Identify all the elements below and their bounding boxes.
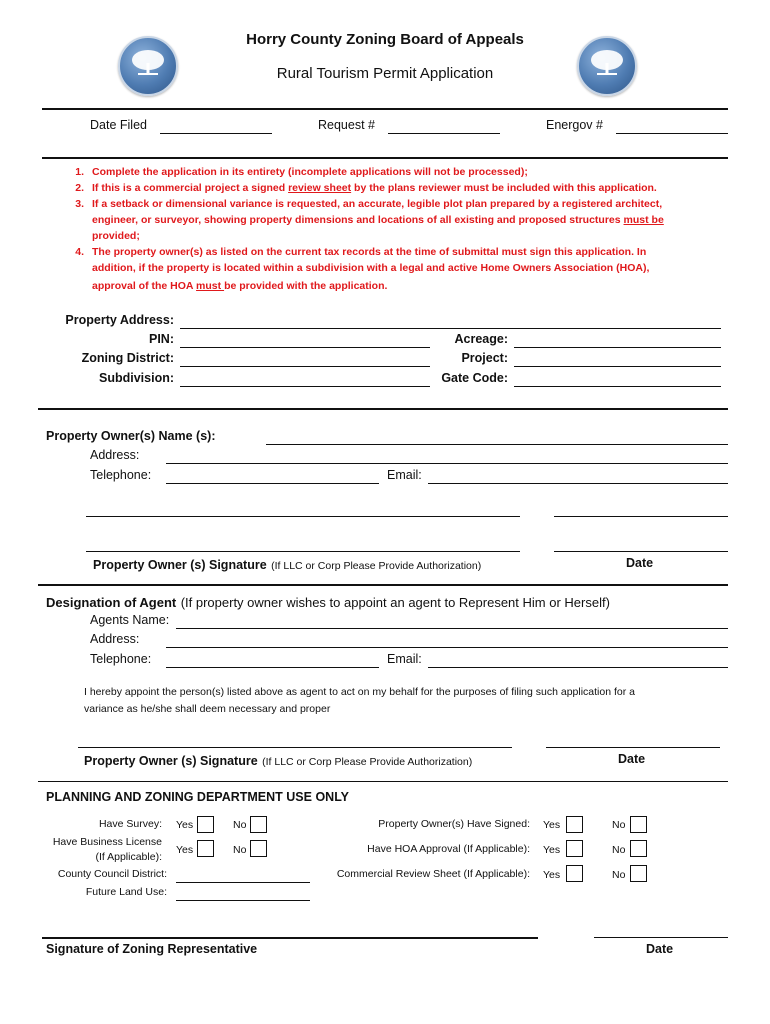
hoa-approval-yes-label: Yes (543, 844, 561, 856)
commercial-review-yes-checkbox[interactable] (566, 865, 583, 882)
owner-signature-line-2[interactable] (86, 551, 520, 552)
department-heading: PLANNING AND ZONING DEPARTMENT USE ONLY (46, 790, 350, 804)
owner-date-line-2[interactable] (554, 551, 728, 552)
business-license-yes-label: Yes (176, 844, 194, 856)
owners-signed-label: Property Owner(s) Have Signed: (378, 818, 530, 830)
agent-date-label: Date (618, 752, 646, 766)
energov-field[interactable] (616, 133, 728, 134)
owner-date-line-1[interactable] (554, 516, 728, 517)
owner-address-label: Address: (90, 448, 140, 462)
commercial-review-no-checkbox[interactable] (630, 865, 647, 882)
business-license-no-checkbox[interactable] (250, 840, 267, 857)
gate-code-field[interactable] (514, 386, 721, 387)
project-label: Project: (461, 351, 508, 365)
agent-owner-signature-line[interactable] (78, 747, 512, 748)
future-land-use-label: Future Land Use: (85, 886, 167, 898)
instruction-number: 2. (75, 182, 84, 194)
instructions-list (70, 165, 730, 305)
date-filed-field[interactable] (160, 133, 272, 134)
hoa-approval-no-label: No (612, 844, 626, 856)
instruction-text: addition, if the property is located within a subdivision with a legal and active Home Owners Association (HOA), (92, 262, 650, 274)
agent-signature-label: Property Owner (s) Signature (84, 754, 258, 768)
pin-label: PIN: (149, 332, 174, 346)
instruction-number: 3. (75, 198, 84, 210)
zoning-district-field[interactable] (180, 366, 430, 367)
owner-name-label: Property Owner(s) Name (s): (46, 429, 216, 443)
agent-signature-caption (84, 752, 472, 770)
council-district-field[interactable] (176, 882, 310, 883)
property-address-label: Property Address: (65, 313, 174, 327)
instruction-text: The property owner(s) as listed on the current tax records at the time of submittal must sign this application. In (92, 246, 647, 258)
instruction-text: Complete the application in its entirety (incomplete applications will not be processed); (92, 166, 528, 178)
agent-heading (46, 594, 610, 612)
agent-statement-line-2: variance as he/she shall deem necessary and proper (84, 703, 331, 715)
zoning-date-line[interactable] (594, 937, 728, 938)
have-survey-no-label: No (233, 819, 247, 831)
have-survey-label: Have Survey: (98, 818, 162, 830)
pin-field[interactable] (180, 347, 430, 348)
instruction-text: provided; (92, 230, 140, 242)
owner-signature-line-1[interactable] (86, 516, 520, 517)
instruction-text: If this is a commercial project a signed review sheet by the plans reviewer must be included with this application. (92, 182, 657, 194)
owner-address-field[interactable] (166, 463, 728, 464)
request-field[interactable] (388, 133, 500, 134)
hoa-approval-no-checkbox[interactable] (630, 840, 647, 857)
owners-signed-no-label: No (612, 819, 626, 831)
request-label: Request # (318, 118, 375, 132)
section-divider (38, 781, 728, 782)
header-divider-bottom (42, 157, 728, 159)
owner-telephone-label: Telephone: (90, 468, 152, 482)
agent-name-label: Agents Name: (90, 613, 170, 627)
agent-email-label: Email: (387, 652, 422, 666)
business-license-label-2: (If Applicable): (95, 851, 162, 863)
zoning-signature-label: Signature of Zoning Representative (46, 942, 258, 956)
instruction-text: approval of the HOA must be provided with the application. (92, 280, 388, 292)
hoa-approval-label: Have HOA Approval (If Applicable): (367, 843, 530, 855)
agent-address-field[interactable] (166, 647, 728, 648)
business-license-label: Have Business License (52, 836, 162, 848)
instruction-number: 1. (75, 166, 84, 178)
agent-address-label: Address: (90, 632, 140, 646)
agent-owner-date-line[interactable] (546, 747, 720, 748)
owner-signature-note: (If LLC or Corp Please Provide Authorization) (271, 560, 482, 572)
zoning-signature-line[interactable] (42, 937, 538, 939)
section-divider (38, 584, 728, 586)
council-district-label: County Council District: (57, 868, 167, 880)
agent-name-field[interactable] (176, 628, 728, 629)
zoning-date-label: Date (646, 942, 674, 956)
subdivision-field[interactable] (180, 386, 430, 387)
business-license-no-label: No (233, 844, 247, 856)
agent-statement-line-1: I hereby appoint the person(s) listed above as agent to act on my behalf for the purposes of filing such application for a (84, 686, 635, 698)
property-address-field[interactable] (180, 328, 721, 329)
owners-signed-no-checkbox[interactable] (630, 816, 647, 833)
owner-email-label: Email: (387, 468, 422, 482)
agent-email-field[interactable] (428, 667, 728, 668)
agent-heading-note: (If property owner wishes to appoint an agent to Represent Him or Herself) (180, 595, 610, 610)
have-survey-yes-label: Yes (176, 819, 194, 831)
form-subtitle: Rural Tourism Permit Application (276, 65, 494, 82)
owners-signed-yes-label: Yes (543, 819, 561, 831)
header-divider-top (42, 108, 728, 110)
commercial-review-yes-label: Yes (543, 869, 561, 881)
instruction-text: engineer, or surveyor, showing property dimensions and locations of all existing and proposed structures must be (92, 214, 664, 226)
commercial-review-label: Commercial Review Sheet (If Applicable): (336, 868, 530, 880)
hoa-approval-yes-checkbox[interactable] (566, 840, 583, 857)
have-survey-yes-checkbox[interactable] (197, 816, 214, 833)
future-land-use-field[interactable] (176, 900, 310, 901)
agent-telephone-field[interactable] (166, 667, 379, 668)
agent-signature-note: (If LLC or Corp Please Provide Authorization) (262, 756, 473, 768)
project-field[interactable] (514, 366, 721, 367)
acreage-field[interactable] (514, 347, 721, 348)
owners-signed-yes-checkbox[interactable] (566, 816, 583, 833)
owner-name-field[interactable] (266, 444, 728, 445)
owner-date-label: Date (626, 556, 654, 570)
date-filed-label: Date Filed (90, 118, 147, 132)
form-title: Horry County Zoning Board of Appeals (246, 31, 524, 48)
zoning-district-label: Zoning District: (81, 351, 174, 365)
gate-code-label: Gate Code: (441, 371, 508, 385)
have-survey-no-checkbox[interactable] (250, 816, 267, 833)
owner-email-field[interactable] (428, 483, 728, 484)
agent-heading-text: Designation of Agent (46, 595, 177, 610)
instruction-number: 4. (75, 246, 84, 258)
instruction-text: If a setback or dimensional variance is requested, an accurate, legible plot plan prepared by a registered architect, (92, 198, 663, 210)
section-divider (38, 408, 728, 410)
business-license-yes-checkbox[interactable] (197, 840, 214, 857)
subdivision-label: Subdivision: (99, 371, 174, 385)
owner-signature-label: Property Owner (s) Signature (93, 558, 267, 572)
energov-label: Energov # (546, 118, 603, 132)
agent-telephone-label: Telephone: (90, 652, 152, 666)
owner-signature-caption (93, 556, 481, 574)
owner-telephone-field[interactable] (166, 483, 379, 484)
acreage-label: Acreage: (454, 332, 508, 346)
commercial-review-no-label: No (612, 869, 626, 881)
